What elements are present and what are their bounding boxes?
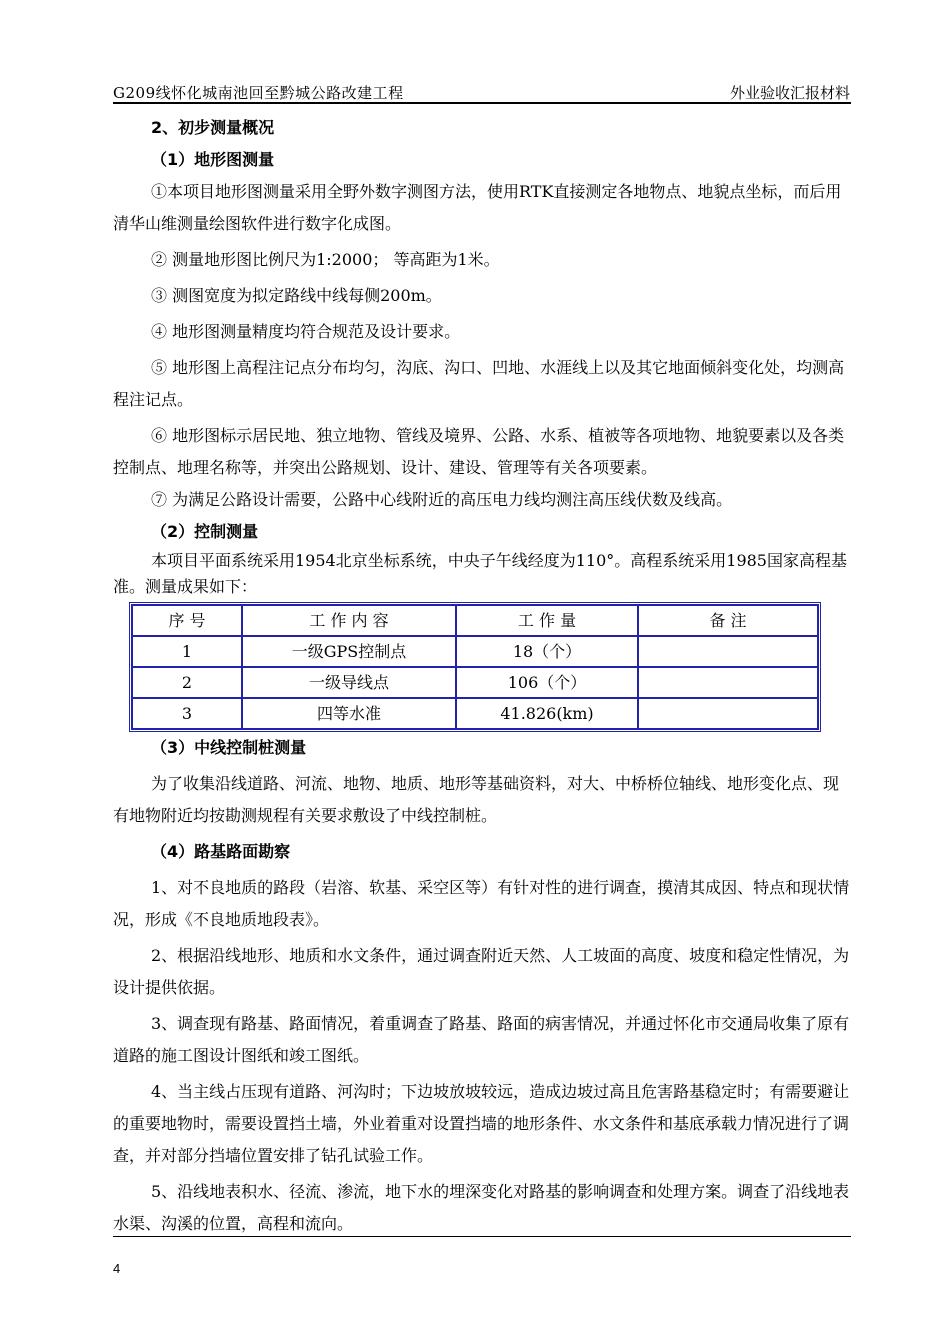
section-title: 2、初步测量概况 (151, 118, 275, 137)
s4-item: 4、当主线占压现有道路、河沟时；下边坡放坡较远，造成边坡过高且危害路基稳定时；有需要避让的重要地物时，需要设置挡土墙，外业着重对设置挡墙的地形条件、水文条件和基底承载力情况进行了调查，并对部分挡墙位置安排了钻孔试验工作。 (113, 1082, 850, 1165)
table-header-cell: 序 号 (132, 605, 242, 636)
table-header-cell: 备 注 (638, 605, 818, 636)
table-cell: 18（个） (456, 636, 638, 667)
s1-item: ④ 地形图测量精度均符合规范及设计要求。 (151, 322, 461, 341)
s1-item: ③ 测图宽度为拟定路线中线每侧200m。 (151, 286, 442, 305)
s2-intro: 本项目平面系统采用1954北京坐标系统，中央子午线经度为110°。高程系统采用1985国家高程基准。测量成果如下： (113, 551, 847, 596)
s1-item: ⑤ 地形图上高程注记点分布均匀，沟底、沟口、凹地、水涯线上以及其它地面倾斜变化处，均测高程注记点。 (113, 358, 845, 409)
table-cell: 3 (132, 698, 242, 729)
table-cell: 四等水准 (242, 698, 456, 729)
s1-item: ② 测量地形图比例尺为1:2000； 等高距为1米。 (151, 250, 500, 269)
s4-item: 3、调查现有路基、路面情况，着重调查了路基、路面的病害情况，并通过怀化市交通局收集了原有道路的施工图设计图纸和竣工图纸。 (113, 1014, 850, 1065)
table-cell (638, 667, 818, 698)
table-header-row (132, 605, 818, 636)
table-cell: 106（个） (456, 667, 638, 698)
s3-text: 为了收集沿线道路、河流、地物、地质、地形等基础资料，对大、中桥桥位轴线、地形变化点、现有地物附近均按勘测规程有关要求敷设了中线控制桩。 (113, 774, 840, 825)
s1-title: （1）地形图测量 (151, 150, 275, 169)
header-project-title: G209线怀化城南池回至黔城公路改建工程 (113, 84, 404, 102)
table-header-cell: 工 作 内 容 (242, 605, 456, 636)
table-row (132, 636, 818, 667)
footer-rule (113, 1236, 851, 1237)
table-cell: 一级GPS控制点 (242, 636, 456, 667)
header-rule (113, 102, 851, 104)
page-number: 4 (113, 1261, 121, 1276)
table-cell: 2 (132, 667, 242, 698)
table-cell: 41.826(km) (456, 698, 638, 729)
table-cell: 一级导线点 (242, 667, 456, 698)
s4-item: 1、对不良地质的路段（岩溶、软基、采空区等）有针对性的进行调查，摸清其成因、特点和现状情况，形成《不良地质地段表》。 (113, 878, 850, 929)
table-row (132, 667, 818, 698)
control-survey-table (129, 602, 821, 732)
s4-item: 2、根据沿线地形、地质和水文条件，通过调查附近天然、人工坡面的高度、坡度和稳定性情况，为设计提供依据。 (113, 946, 850, 997)
table-cell (638, 636, 818, 667)
document-body (113, 112, 851, 1240)
s4-title: （4）路基路面勘察 (151, 842, 291, 861)
table-header-cell: 工 作 量 (456, 605, 638, 636)
s4-item: 5、沿线地表积水、径流、渗流，地下水的埋深变化对路基的影响调查和处理方案。调查了沿线地表水渠、沟溪的位置，高程和流向。 (113, 1182, 850, 1233)
header-doc-type: 外业验收汇报材料 (729, 84, 850, 102)
s2-title: （2）控制测量 (151, 522, 259, 541)
s3-title: （3）中线控制桩测量 (151, 738, 307, 757)
s1-item: ①本项目地形图测量采用全野外数字测图方法，使用RTK直接测定各地物点、地貌点坐标，而后用清华山维测量绘图软件进行数字化成图。 (113, 182, 842, 233)
table-row (132, 698, 818, 729)
s1-item: ⑦ 为满足公路设计需要，公路中心线附近的高压电力线均测注高压线伏数及线高。 (151, 490, 733, 509)
s1-item: ⑥ 地形图标示居民地、独立地物、管线及境界、公路、水系、植被等各项地物、地貌要素以及各类控制点、地理名称等，并突出公路规划、设计、建设、管理等有关各项要素。 (113, 426, 845, 477)
table-cell: 1 (132, 636, 242, 667)
table-cell (638, 698, 818, 729)
